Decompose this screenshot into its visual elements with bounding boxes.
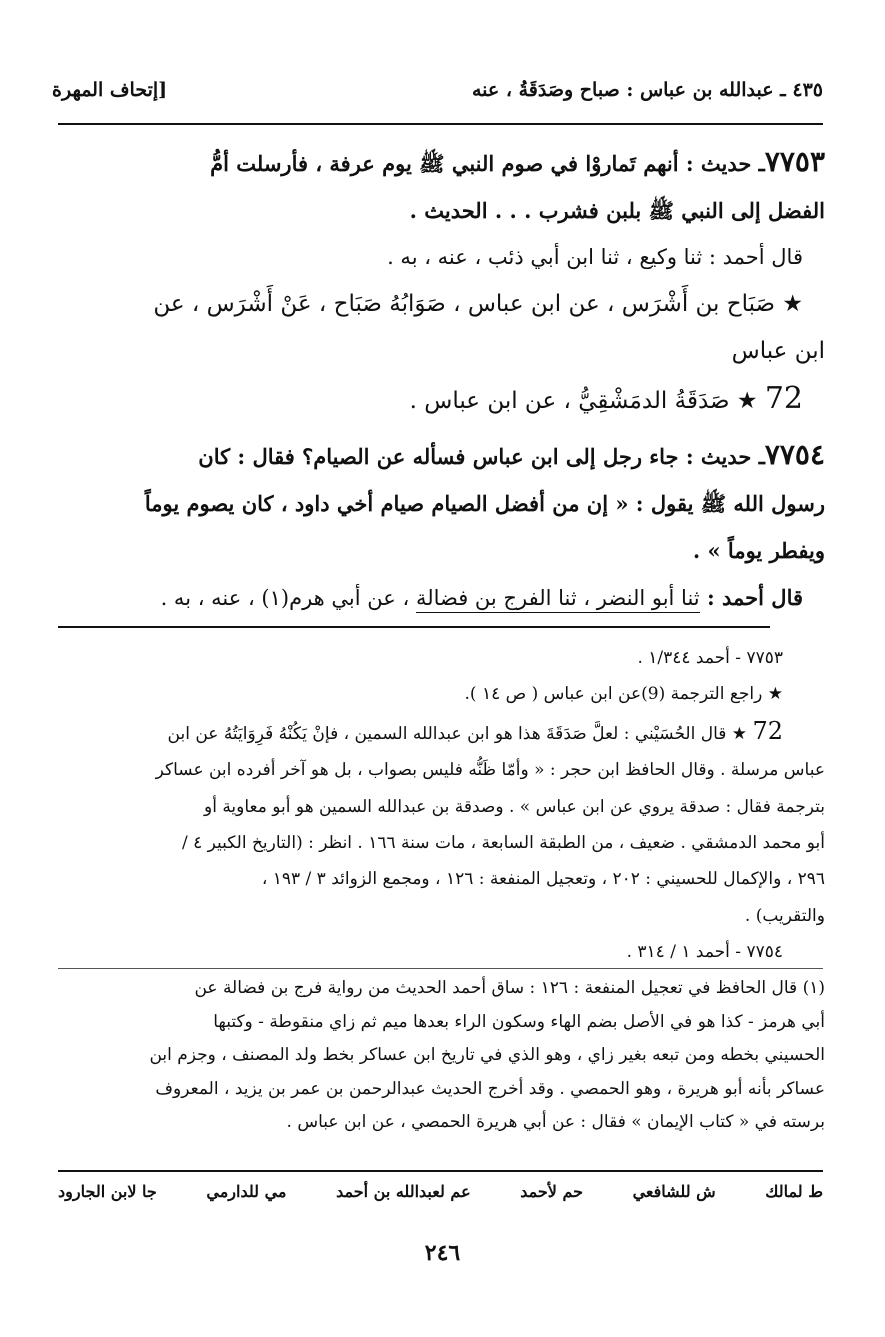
footnote-line: الحسيني بخطه ومن تبعه بغير زاي ، وهو الذي في تاريخ ابن عساكر بخط ولد المصنف ، وجزم ابن [149, 1045, 825, 1065]
abbreviations-legend [58, 1182, 823, 1201]
footnote-line: (١) قال الحافظ في تعجيل المنفعة : ١٢٦ : ساق أحمد الحديث من رواية فرج بن فضالة عن [194, 978, 825, 998]
header-book-name: [إتحاف المهرة [52, 79, 168, 101]
isnad-chain: قال أحمد : ثنا وكيع ، ثنا ابن أبي ذئب ، عنه ، به . [387, 245, 803, 269]
footnote [58, 972, 825, 1140]
hadith-number: ٧٧٥٣ [764, 145, 825, 178]
header-rule [58, 123, 823, 125]
note-72-line: أبو محمد الدمشقي . ضعيف ، من الطبقة السابعة ، مات سنة ١٦٦ . انظر : (التاريخ الكبير ٤ / [181, 833, 825, 854]
main-text [44, 138, 825, 622]
entry-72 [44, 375, 825, 425]
legend-item: عم لعبدالله بن أحمد [336, 1182, 471, 1201]
note-72-line [58, 713, 825, 752]
narrator-entry: ★ صَبَاح بن أَشْرَس ، عن ابن عباس ، صَوَابُهُ صَبَاح ، عَنْ أَشْرَس ، عن [153, 291, 803, 317]
source-ref: ★ راجع الترجمة (9)عن ابن عباس ( ص ١٤ ). [464, 684, 783, 705]
hadith-7754 [44, 431, 825, 480]
legend-item: جا لابن الجارود [58, 1182, 157, 1201]
legend-item: ط لمالك [765, 1182, 823, 1201]
note-72-line: عباس مرسلة . وقال الحافظ ابن حجر : « وأمّا ظَنُّه فليس بصواب ، بل هو آخر أفرده ابن عساكر [155, 760, 825, 781]
entry-number: 72 [764, 381, 803, 416]
hadith-text-line: رسول الله ﷺ يقول : « إن من أفضل الصيام صيام أخي داود ، كان يصوم يوماً [144, 491, 825, 516]
hadith-text-line: ـ حديث : جاء رجل إلى ابن عباس فسأله عن الصيام؟ فقال : كان [198, 444, 765, 469]
hadith-7753 [44, 138, 825, 187]
chain-prefix: قال أحمد : [699, 585, 803, 610]
legend-rule [58, 1170, 823, 1172]
page-number: ٢٤٦ [424, 1240, 461, 1266]
notes-rule [58, 626, 770, 628]
footnote-line: برسته في « كتاب الإيمان » فقال : عن أبي هريرة الحمصي ، عن ابن عباس . [286, 1112, 825, 1132]
entry-text: ★ صَدَقَةُ الدمَشْقِيُّ ، عن ابن عباس . [409, 388, 758, 414]
header-title: ٤٣٥ ـ عبدالله بن عباس : صباح وصَدَقَةُ ، عنه [472, 79, 823, 101]
legend-item: حم لأحمد [520, 1182, 583, 1201]
legend-item: مي للدارمي [206, 1182, 287, 1201]
chain-underlined: ثنا أبو النضر ، ثنا الفرج بن فضالة [416, 586, 700, 613]
note-text: ★ قال الحُسَيْني : لعلَّ صَدَقَةَ هذا هو ابن عبدالله السمين ، فإنْ يَكُنْهُ فَرِوَايَتُهُ عن ابن [167, 723, 748, 744]
isnad-chain [44, 574, 825, 622]
editor-notes [58, 640, 825, 971]
chain-suffix: ، عن أبي هرم(١) ، عنه ، به . [160, 586, 416, 610]
hadith-text-line: الفضل إلى النبي ﷺ بلبن فشرب . . . الحديث . [409, 198, 825, 223]
note-72-line: والتقريب) . [744, 905, 825, 926]
footnote-line: أبي هرمز - كذا هو في الأصل بضم الهاء وسكون الراء بعدها ميم ثم زاي منقوطة - وكتبها [213, 1011, 825, 1032]
hadith-text-line: ـ حديث : أنهم تَماروْا في صوم النبي ﷺ يوم عرفة ، فأرسلت أمُّ [210, 151, 765, 176]
running-header [52, 70, 823, 110]
legend-item: ش للشافعي [632, 1182, 716, 1201]
narrator-entry-continued: ابن عباس [731, 338, 825, 364]
footnote-rule [58, 968, 823, 969]
note-number: 72 [752, 716, 783, 745]
source-ref: ٧٧٥٣ - أحمد ١/٣٤٤ . [637, 648, 783, 668]
note-72-line: بترجمة فقال : صدقة يروي عن ابن عباس » . وصدقة بن عبدالله السمين هو أبو معاوية أو [203, 796, 825, 817]
source-ref: ٧٧٥٤ - أحمد ١ / ٣١٤ . [626, 942, 783, 963]
note-72-line: ٢٩٦ ، والإكمال للحسيني : ٢٠٢ ، وتعجيل المنفعة : ١٢٦ ، ومجمع الزوائد ٣ / ١٩٣ ، [261, 869, 825, 890]
hadith-number: ٧٧٥٤ [764, 438, 825, 471]
footnote-line: عساكر بأنه أبو هريرة ، وهو الحمصي . وقد أخرج الحديث عبدالرحمن بن عمر بن يزيد ، المعروف [155, 1078, 825, 1099]
hadith-text-line: ويفطر يوماً » . [692, 538, 825, 563]
